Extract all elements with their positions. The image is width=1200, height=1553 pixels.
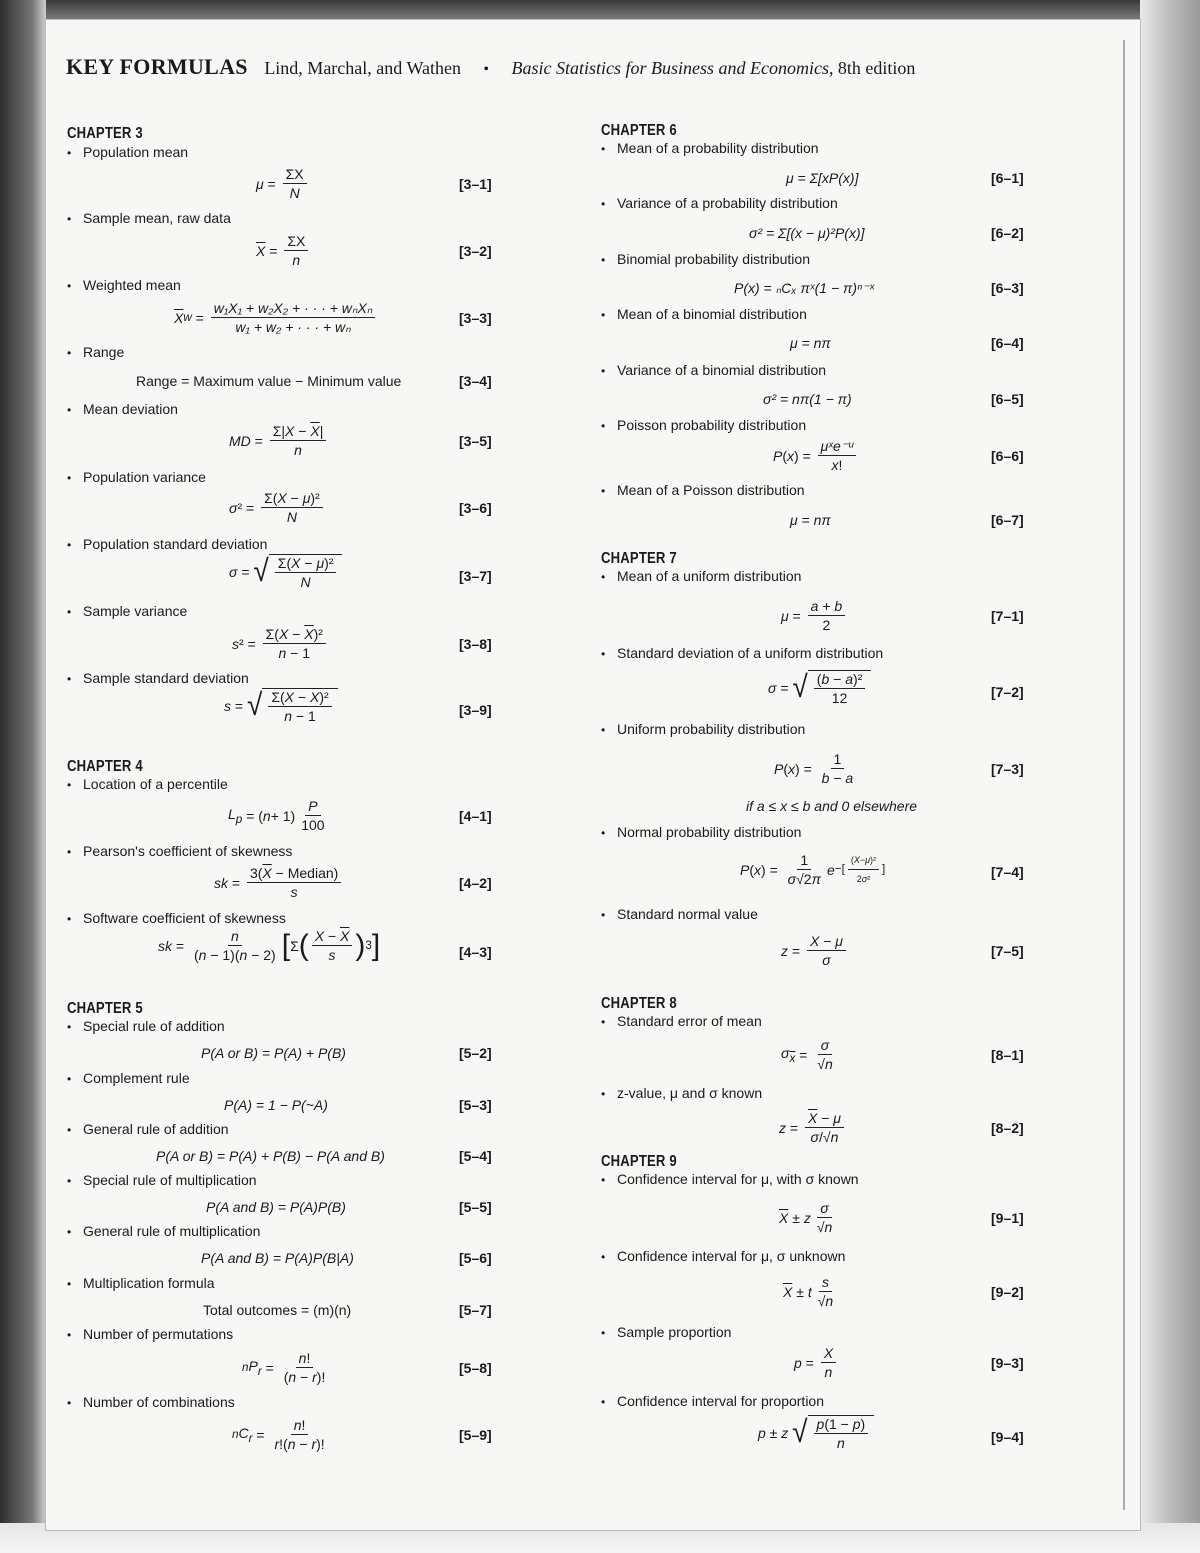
formula: p = $\frac{X}{n}$ <box>794 1345 839 1380</box>
formula: P(A) = 1 − P(~A) <box>224 1097 328 1113</box>
formula: P(A or B) = P(A) + P(B) <box>201 1045 346 1061</box>
formula-label: • Software coefficient of skewness <box>67 910 286 926</box>
formula: μ = $\frac{\Sigma X}{N}$ <box>256 166 310 201</box>
formula-label: • Variance of a binomial distribution <box>601 362 827 378</box>
equation-number: [7–5] <box>991 943 1024 959</box>
formula: Range = Maximum value − Minimum value <box>136 373 402 389</box>
formula: s ² = $\frac{\Sigma(X - \overline{X})^2}{n - 1}$ <box>232 626 329 661</box>
formula-label: • Range <box>67 344 125 360</box>
chapter-5-heading: CHAPTER 5 <box>67 1000 143 1017</box>
equation-number: [6–6] <box>991 448 1024 464</box>
equation-number: [5–8] <box>459 1360 492 1376</box>
formula-label: • Confidence interval for μ, with σ known <box>601 1171 859 1187</box>
formula-label: • Confidence interval for proportion <box>601 1393 825 1409</box>
equation-number: [5–6] <box>459 1250 492 1266</box>
formula-label: • Normal probability distribution <box>601 824 802 840</box>
formula-label: • Mean of a uniform distribution <box>601 568 802 584</box>
formula-label: • General rule of multiplication <box>67 1223 261 1239</box>
formula: σ² = Σ[(x − μ)²P(x)] <box>749 225 865 241</box>
formula-label: • Special rule of addition <box>67 1018 225 1034</box>
formula-label: • Pearson's coefficient of skewness <box>67 843 293 859</box>
book-title: Basic Statistics for Business and Economics, <box>511 58 834 78</box>
formula: p ± z √ $\frac{p(1 - p)}{n}$ <box>758 1415 874 1451</box>
formula: n $P_r$ = $\frac{n!}{(n - r)!}$ <box>242 1350 326 1385</box>
equation-number: [3–3] <box>459 310 492 326</box>
equation-number: [6–3] <box>991 280 1024 296</box>
equation-number: [5–2] <box>459 1045 492 1061</box>
equation-number: [3–7] <box>459 568 492 584</box>
authors: Lind, Marchal, and Wathen <box>264 58 461 78</box>
equation-number: [5–3] <box>459 1097 492 1113</box>
equation-number: [7–3] <box>991 761 1024 777</box>
formula: sk = $\frac{3(\overline{X} - Median)}{s}$ <box>214 865 344 900</box>
formula-label: • Confidence interval for μ, σ unknown <box>601 1248 846 1264</box>
formula-label: • Mean of a probability distribution <box>601 140 819 156</box>
key-formulas-title: KEY FORMULAS <box>66 54 248 79</box>
formula-label: • Sample standard deviation <box>67 670 249 686</box>
equation-number: [7–4] <box>991 864 1024 880</box>
formula: P ( x ) = $\frac{\text{μˣe⁻ᵘ}}{x!}$ <box>773 438 859 473</box>
formula-label: • Number of combinations <box>67 1394 235 1410</box>
equation-number: [3–8] <box>459 636 492 652</box>
equation-number: [6–1] <box>991 170 1024 186</box>
formula-label: • Standard normal value <box>601 906 758 922</box>
formula: z = $\frac{X - \mu}{\sigma}$ <box>781 933 849 968</box>
equation-number: [3–2] <box>459 243 492 259</box>
equation-number: [6–2] <box>991 225 1024 241</box>
formula-label: • Special rule of multiplication <box>67 1172 257 1188</box>
formula-label: • Location of a percentile <box>67 776 228 792</box>
formula-label: • Sample proportion <box>601 1324 732 1340</box>
formula: Total outcomes = (m)(n) <box>203 1302 352 1318</box>
chapter-3-heading: CHAPTER 3 <box>67 125 143 142</box>
formula: P(A and B) = P(A)P(B|A) <box>201 1250 354 1266</box>
formula-label: • Mean deviation <box>67 401 178 417</box>
formula: μ = nπ <box>790 512 831 528</box>
formula-label: • Mean of a Poisson distribution <box>601 482 805 498</box>
formula: μ = nπ <box>790 335 831 351</box>
formula: μ = $\frac{a + b}{2}$ <box>781 598 848 633</box>
edition: 8th edition <box>837 58 916 78</box>
formula-label: • Sample mean, raw data <box>67 210 231 226</box>
equation-number: [6–4] <box>991 335 1024 351</box>
formula: σ² = nπ(1 − π) <box>763 391 852 407</box>
equation-number: [3–9] <box>459 702 492 718</box>
equation-number: [5–4] <box>459 1148 492 1164</box>
formula: σ ² = $\frac{\text{Σ(X − μ)²}}{N}$ <box>229 490 326 525</box>
formula: P(x) = ₙCₓ πˣ(1 − π)ⁿ⁻ˣ <box>734 280 875 296</box>
formula-label: • Poisson probability distribution <box>601 417 807 433</box>
scan-right-border <box>1140 0 1200 1553</box>
formula: z = $\frac{\overline{X} - \mu}{\sigma/√n}$ <box>779 1110 847 1145</box>
formula: $L_p$ = ( n + 1) $\frac{P}{100}$ <box>228 798 325 833</box>
formula: $\overline{X}$ = $\frac{\Sigma X}{n}$ <box>256 233 311 268</box>
equation-number: [8–1] <box>991 1047 1024 1063</box>
equation-number: [3–4] <box>459 373 492 389</box>
chapter-8-heading: CHAPTER 8 <box>601 995 677 1012</box>
equation-number: [3–1] <box>459 176 492 192</box>
formula: σ = √ $\frac{\text{(b − a)²}}{12}$ <box>768 670 871 706</box>
formula: P ( x ) = $\frac{1}{\sigma√2\pi}$ e −[ $\frac{\text{(X−μ)²}}{\text{2σ²}}$ ] <box>740 852 886 887</box>
equation-number: [6–7] <box>991 512 1024 528</box>
formula-label: • Population mean <box>67 144 189 160</box>
formula-label: • Standard error of mean <box>601 1013 762 1029</box>
page-edge-line <box>1123 40 1125 1510</box>
chapter-6-heading: CHAPTER 6 <box>601 122 677 139</box>
formula-page <box>46 20 1140 1530</box>
formula: $\overline{X}$ ± z $\frac{\sigma}{√n}$ <box>779 1200 833 1235</box>
equation-number: [4–2] <box>459 875 492 891</box>
formula-label: • z-value, μ and σ known <box>601 1085 763 1101</box>
equation-number: [9–4] <box>991 1429 1024 1445</box>
chapter-9-heading: CHAPTER 9 <box>601 1153 677 1170</box>
chapter-4-heading: CHAPTER 4 <box>67 758 143 775</box>
equation-number: [5–5] <box>459 1199 492 1215</box>
formula-label: • Sample variance <box>67 603 188 619</box>
formula-label: • Binomial probability distribution <box>601 251 810 267</box>
formula: $\sigma_{\overline{x}}$ = $\frac{\sigma}{√n}$ <box>781 1037 833 1072</box>
equation-number: [3–5] <box>459 433 492 449</box>
page-header <box>66 54 915 80</box>
chapter-7-heading: CHAPTER 7 <box>601 550 677 567</box>
formula: μ = Σ[xP(x)] <box>786 170 859 186</box>
header-separator: • <box>483 61 490 78</box>
formula-label: • Standard deviation of a uniform distribution <box>601 645 884 661</box>
formula-label: • Population variance <box>67 469 206 485</box>
equation-number: [8–2] <box>991 1120 1024 1136</box>
formula-label: • Uniform probability distribution <box>601 721 806 737</box>
formula-label: • Mean of a binomial distribution <box>601 306 807 322</box>
formula-label: • Multiplication formula <box>67 1275 215 1291</box>
formula-condition: if a ≤ x ≤ b and 0 elsewhere <box>746 798 918 814</box>
formula: MD = $\frac{\Sigma|X - \overline{X}|}{n}$ <box>229 423 329 458</box>
equation-number: [9–3] <box>991 1355 1024 1371</box>
equation-number: [7–2] <box>991 684 1024 700</box>
formula-label: • Number of permutations <box>67 1326 234 1342</box>
equation-number: [7–1] <box>991 608 1024 624</box>
formula: P(A and B) = P(A)P(B) <box>206 1199 346 1215</box>
formula: P ( x ) = $\frac{1}{b - a}$ <box>774 751 854 786</box>
equation-number: [9–1] <box>991 1210 1024 1226</box>
scan-left-border <box>0 0 46 1553</box>
equation-number: [6–5] <box>991 391 1024 407</box>
formula: s = √ $\frac{\Sigma(X - \overline{X})^2}{n - 1}$ <box>224 688 338 724</box>
formula-label: • Weighted mean <box>67 277 181 293</box>
formula-label: • Population standard deviation <box>67 536 268 552</box>
equation-number: [9–2] <box>991 1284 1024 1300</box>
formula-label: • General rule of addition <box>67 1121 229 1137</box>
equation-number: [3–6] <box>459 500 492 516</box>
equation-number: [5–7] <box>459 1302 492 1318</box>
formula-label: • Complement rule <box>67 1070 190 1086</box>
formula: sk = $\frac{n}{(n - 1)(n - 2)}$ [ Σ ( $\frac{X - \overline{X}}{s}$ ) 3 ] <box>158 928 381 963</box>
equation-number: [4–3] <box>459 944 492 960</box>
formula-label: • Variance of a probability distribution <box>601 195 838 211</box>
formula: P(A or B) = P(A) + P(B) − P(A and B) <box>156 1148 385 1164</box>
equation-number: [5–9] <box>459 1427 492 1443</box>
formula: $\overline{X}$ w = $\frac{\text{w₁X₁ + w₂X₂ + · · · + wₙXₙ}}{\text{w₁ + w₂ + · · · + wₙ}}$ <box>174 300 378 335</box>
formula: n $C_r$ = $\frac{n!}{r!(n - r)!}$ <box>232 1417 325 1452</box>
equation-number: [4–1] <box>459 808 492 824</box>
formula: σ = √ $\frac{\text{Σ(X − μ)²}}{N}$ <box>229 554 342 590</box>
formula: $\overline{X}$ ± t $\frac{s}{√n}$ <box>783 1274 834 1309</box>
